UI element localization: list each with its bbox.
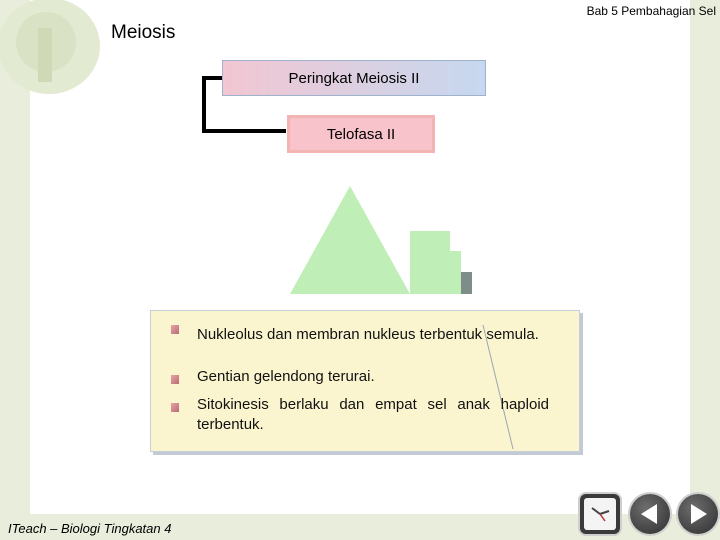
page-title: Meiosis (111, 22, 176, 43)
triangle-right-icon (678, 494, 718, 534)
green-triangle-shape (290, 186, 410, 294)
gray-rect-shape (461, 272, 472, 294)
bullet-icon (171, 375, 179, 384)
bullet-icon (171, 325, 179, 334)
stage-label: Peringkat Meiosis II (288, 69, 420, 87)
triangle-left-icon (630, 494, 670, 534)
next-button[interactable] (678, 494, 718, 534)
footer-text: ITeach – Biologi Tingkatan 4 (8, 521, 172, 536)
green-rect-shape (410, 231, 450, 294)
note-item-2: Gentian gelendong terurai. (197, 368, 375, 385)
home-clock-icon (584, 498, 616, 530)
note-item-3: Sitokinesis berlaku dan empat sel anak haploid terbentuk. (197, 396, 549, 433)
note-item-1: Nukleolus dan membran nukleus terbentuk semula. (197, 326, 539, 343)
clock-hands-icon (584, 498, 616, 530)
home-button[interactable] (580, 494, 620, 534)
phase-label: Telofasa II (326, 125, 396, 143)
chapter-title: Bab 5 Pembahagian Sel (586, 4, 716, 18)
bullet-icon (171, 403, 179, 412)
notes-box (150, 310, 580, 452)
prev-button[interactable] (630, 494, 670, 534)
green-rect-small-shape (449, 251, 461, 294)
